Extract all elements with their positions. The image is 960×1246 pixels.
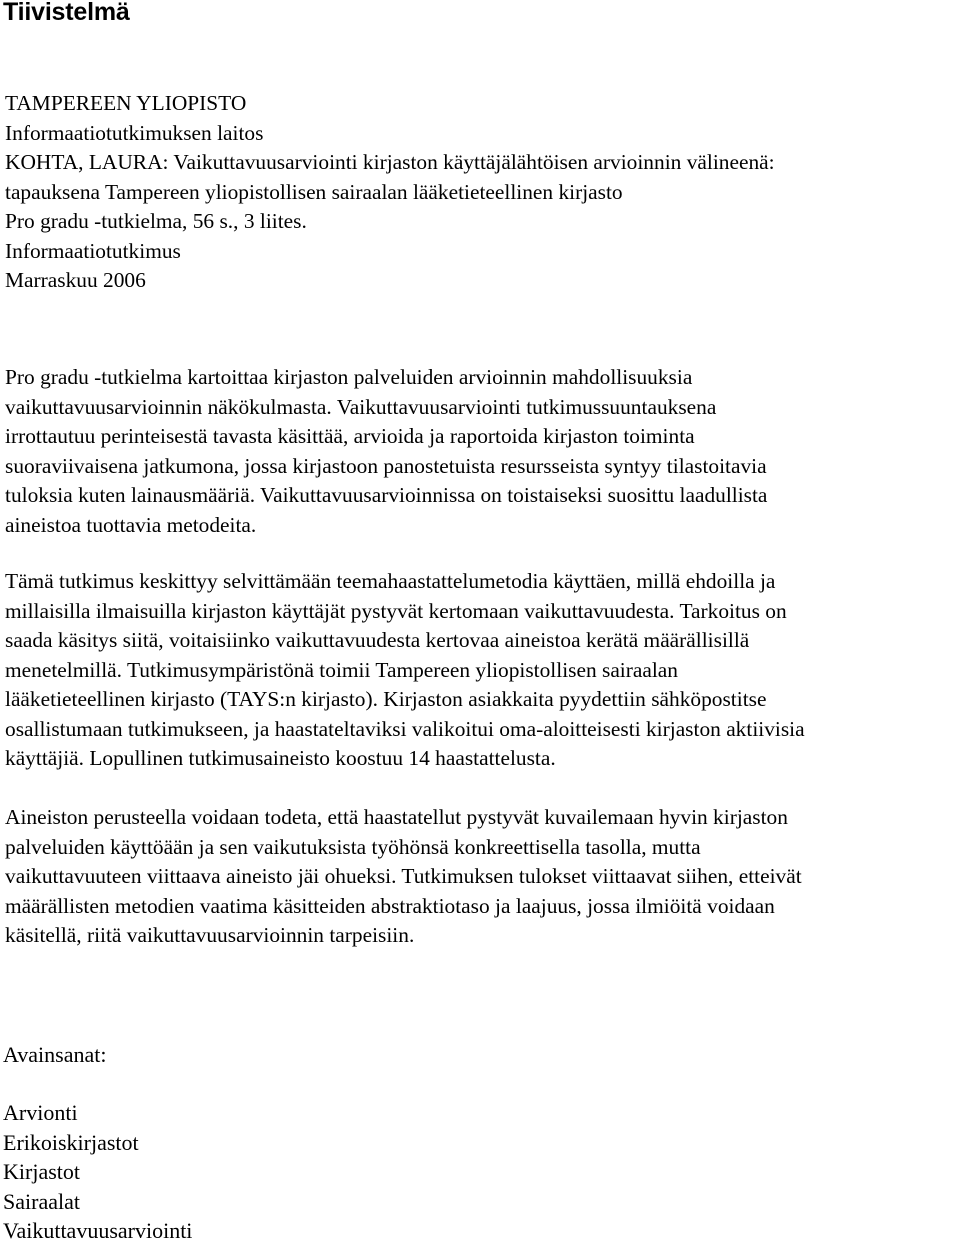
university-name: TAMPEREEN YLIOPISTO (5, 91, 247, 115)
keywords-heading: Avainsanat: (3, 1042, 107, 1067)
paragraph-line: käsitellä, riitä vaikuttavuusarvioinnin tarpeisiin. (5, 923, 415, 947)
paragraph-line: millaisilla ilmaisuilla kirjaston käyttäjät pystyvät kertomaan vaikuttavuudesta. Tarkoitus on (5, 598, 787, 623)
abstract-paragraph-3 (5, 803, 957, 951)
thesis-title-line: tapauksena Tampereen yliopistollisen sairaalan lääketieteellinen kirjasto (5, 179, 623, 204)
subject: Informaatiotutkimus (5, 238, 181, 263)
paragraph-line: palveluiden käyttöään ja sen vaikutuksista työhönsä konkreettisella tasolla, mutta (5, 834, 701, 859)
paragraph-line: menetelmillä. Tutkimusympäristönä toimii Tampereen yliopistollisen sairaalan (5, 657, 678, 682)
keyword-item: Erikoiskirjastot (3, 1129, 139, 1155)
keyword-item: Kirjastot (3, 1159, 80, 1184)
paragraph-line: saada käsitys siitä, voitaisiinko vaikuttavuudesta kertovaa aineistoa kerätä määrällisillä (5, 628, 750, 652)
abstract-paragraph-1 (5, 363, 957, 540)
department-name: Informaatiotutkimuksen laitos (5, 120, 264, 145)
keyword-item: Vaikuttavuusarviointi (3, 1218, 193, 1243)
paragraph-line: irrottautuu perinteisestä tavasta käsittää, arvioida ja raportoida kirjaston toiminta (5, 424, 695, 448)
thesis-title-line: KOHTA, LAURA: Vaikuttavuusarviointi kirjaston käyttäjälähtöisen arvioinnin välineenä: (5, 150, 775, 174)
thesis-header (5, 89, 775, 296)
keyword-list (3, 1098, 192, 1246)
paragraph-line: Tämä tutkimus keskittyy selvittämään teemahaastattelumetodia käyttäen, millä ehdoilla ja (5, 569, 776, 593)
paragraph-line: suoraviivaisena jatkumona, jossa kirjastoon panostetuista resursseista syntyy tilastoitavia (5, 453, 767, 478)
keyword-item: Arvionti (3, 1100, 78, 1125)
paragraph-line: vaikuttavuuteen viittaava aineisto jäi ohueksi. Tutkimuksen tulokset viittaavat siihen, etteivät (5, 864, 802, 888)
paragraph-line: määrällisten metodien vaatima käsitteiden abstraktiotaso ja laajuus, jossa ilmiöitä voidaan (5, 893, 775, 918)
abstract-paragraph-2 (5, 567, 957, 774)
thesis-type: Pro gradu -tutkielma, 56 s., 3 liites. (5, 209, 307, 233)
paragraph-line: käyttäjiä. Lopullinen tutkimusaineisto koostuu 14 haastattelusta. (5, 746, 556, 770)
paragraph-line: Aineiston perusteella voidaan todeta, että haastatellut pystyvät kuvailemaan hyvin kirjaston (5, 805, 788, 829)
date: Marraskuu 2006 (5, 268, 146, 292)
keyword-item: Sairaalat (3, 1188, 80, 1214)
paragraph-line: lääketieteellinen kirjasto (TAYS:n kirjasto). Kirjaston asiakkaita pyydettiin sähköpostitse (5, 687, 767, 711)
paragraph-line: aineistoa tuottavia metodeita. (5, 512, 257, 537)
page-title: Tiivistelmä (3, 0, 130, 26)
paragraph-line: vaikuttavuusarvioinnin näkökulmasta. Vaikuttavuusarviointi tutkimussuuntauksena (5, 394, 717, 419)
paragraph-line: tuloksia kuten lainausmääriä. Vaikuttavuusarvioinnissa on toistaiseksi suosittu laadullista (5, 483, 768, 507)
paragraph-line: osallistumaan tutkimukseen, ja haastateltaviksi valikoitui oma-aloitteisesti kirjaston aktiivisia (5, 716, 805, 741)
paragraph-line: Pro gradu -tutkielma kartoittaa kirjaston palveluiden arvioinnin mahdollisuuksia (5, 365, 693, 389)
